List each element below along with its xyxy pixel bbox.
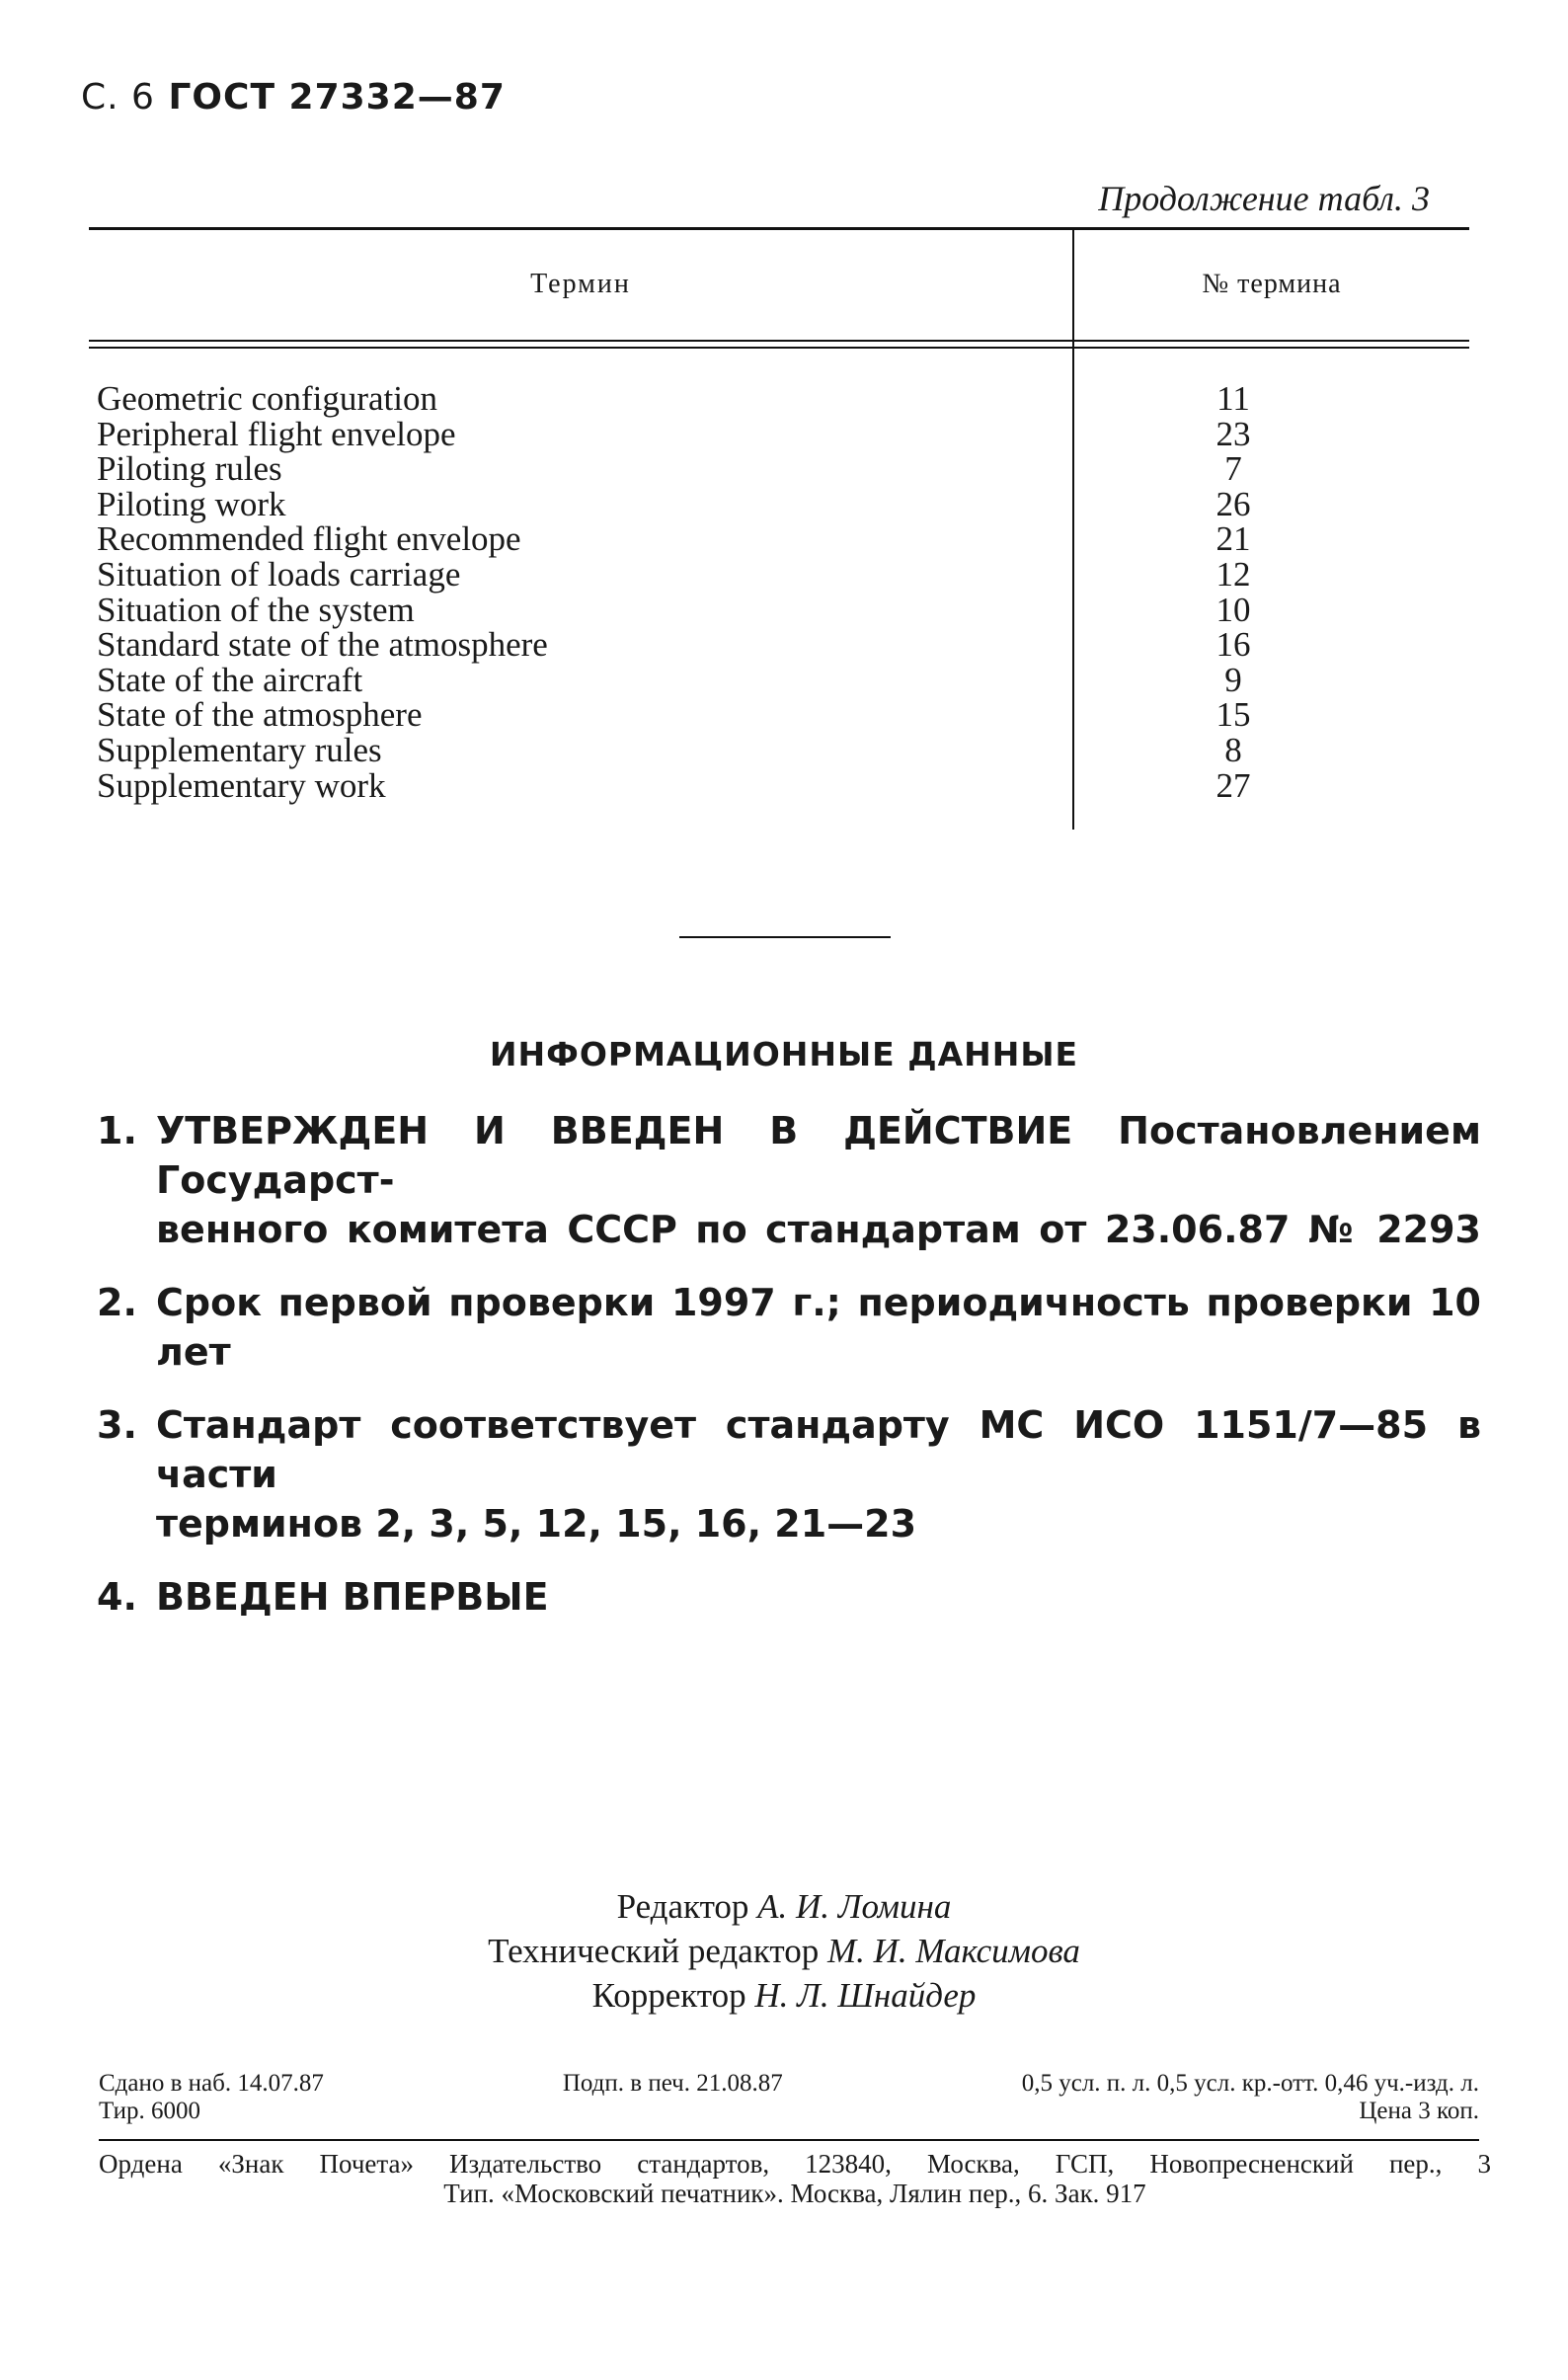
term-cell: Peripheral flight envelope (97, 414, 456, 453)
table-top-rule (89, 227, 1469, 230)
credit-tech-editor: Технический редактор М. И. Максимова (488, 1932, 1080, 1970)
publisher-line-2: Тип. «Московский печатник». Москва, Лялин пер., 6. Зак. 917 (443, 2179, 1146, 2208)
table-row (97, 697, 1469, 733)
info-item-text-continued: венного комитета СССР по стандартам от 23.06.87 № 2293 (156, 1208, 1481, 1251)
info-item-number: 1. (97, 1109, 137, 1152)
info-item-text-continued: терминов 2, 3, 5, 12, 15, 16, 21—23 (156, 1502, 917, 1546)
table-row (97, 521, 1469, 557)
term-number-cell: 16 (1215, 625, 1251, 665)
info-item-number: 4. (97, 1575, 137, 1619)
table-row (97, 627, 1469, 663)
table-continuation-label: Продолжение табл. 3 (1098, 179, 1430, 218)
info-item-4 (97, 1572, 1481, 1622)
term-number-cell: 7 (1224, 449, 1242, 489)
header-rule (89, 340, 1469, 342)
publisher-info (99, 2149, 1491, 2208)
term-number-cell: 15 (1215, 695, 1251, 735)
info-item-3 (97, 1400, 1481, 1548)
table-row (97, 484, 1469, 523)
table-row (97, 765, 1469, 805)
credit-editor: Редактор А. И. Ломина (616, 1887, 952, 1926)
term-number-cell: 27 (1215, 765, 1251, 805)
section-divider (679, 936, 891, 938)
term-number-cell: 12 (1215, 554, 1251, 594)
credits (0, 1884, 1568, 2018)
info-item-text: УТВЕРЖДЕН И ВВЕДЕН В ДЕЙСТВИЕ Постановлением Государст- (156, 1109, 1481, 1202)
term-cell: Situation of the system (97, 590, 415, 629)
credit-corrector: Корректор Н. Л. Шнайдер (591, 1976, 977, 2015)
term-cell: Piloting work (97, 484, 286, 523)
info-item-text: ВВЕДЕН ВПЕРВЫЕ (156, 1575, 549, 1619)
table-row (97, 660, 1469, 699)
table-row (97, 590, 1469, 629)
term-cell: Geometric configuration (97, 379, 438, 418)
term-number-cell: 9 (1224, 660, 1242, 699)
term-cell: Standard state of the atmosphere (97, 625, 548, 665)
table-row (97, 451, 1469, 487)
table-row (97, 730, 1469, 769)
term-cell: Supplementary rules (97, 730, 382, 769)
column-header-term: Термин (530, 269, 631, 299)
table-row (97, 554, 1469, 594)
imprint-line-2: Тир. 6000 Цена 3 коп. (99, 2098, 1479, 2124)
term-number-cell: 11 (1216, 379, 1250, 418)
term-number-cell: 10 (1215, 590, 1251, 629)
info-item-number: 2. (97, 1281, 137, 1324)
term-number-cell: 21 (1215, 519, 1251, 559)
terms-table (89, 227, 1469, 830)
standard-number: ГОСТ 27332—87 (168, 77, 506, 118)
page-header (81, 77, 506, 118)
term-cell: Supplementary work (97, 765, 386, 805)
table-body (97, 381, 1469, 803)
info-item-1 (97, 1106, 1481, 1254)
info-item-2 (97, 1278, 1481, 1377)
term-cell: State of the atmosphere (97, 695, 423, 735)
imprint-line-1: Сдано в наб. 14.07.87 Подп. в печ. 21.08.87 0,5 усл. п. л. 0,5 усл. кр.-отт. 0,46 уч.-изд. л. (99, 2070, 1479, 2097)
table-row (97, 414, 1469, 453)
term-number-cell: 23 (1215, 414, 1251, 453)
imprint (99, 2070, 1479, 2125)
term-cell: Recommended flight envelope (97, 519, 521, 559)
term-cell: State of the aircraft (97, 660, 363, 699)
imprint-rule (99, 2139, 1479, 2141)
term-cell: Piloting rules (97, 449, 282, 489)
info-item-text: Стандарт соответствует стандарту МС ИСО 1151/7—85 в части (156, 1403, 1481, 1496)
page-number: С. 6 (81, 77, 155, 118)
publisher-line-1: Ордена «Знак Почета» Издательство стандартов, 123840, Москва, ГСП, Новопресненский пер., 3 (99, 2149, 1491, 2179)
header-rule-second (89, 347, 1469, 349)
info-item-number: 3. (97, 1403, 137, 1447)
info-item-text: Срок первой проверки 1997 г.; периодичность проверки 10 лет (156, 1281, 1481, 1374)
table-row (97, 381, 1469, 417)
term-number-cell: 8 (1224, 730, 1242, 769)
term-cell: Situation of loads carriage (97, 554, 461, 594)
info-list (97, 1106, 1481, 1645)
info-title: ИНФОРМАЦИОННЫЕ ДАННЫЕ (489, 1035, 1079, 1073)
term-number-cell: 26 (1215, 484, 1251, 523)
column-header-number: № термина (1202, 269, 1342, 299)
